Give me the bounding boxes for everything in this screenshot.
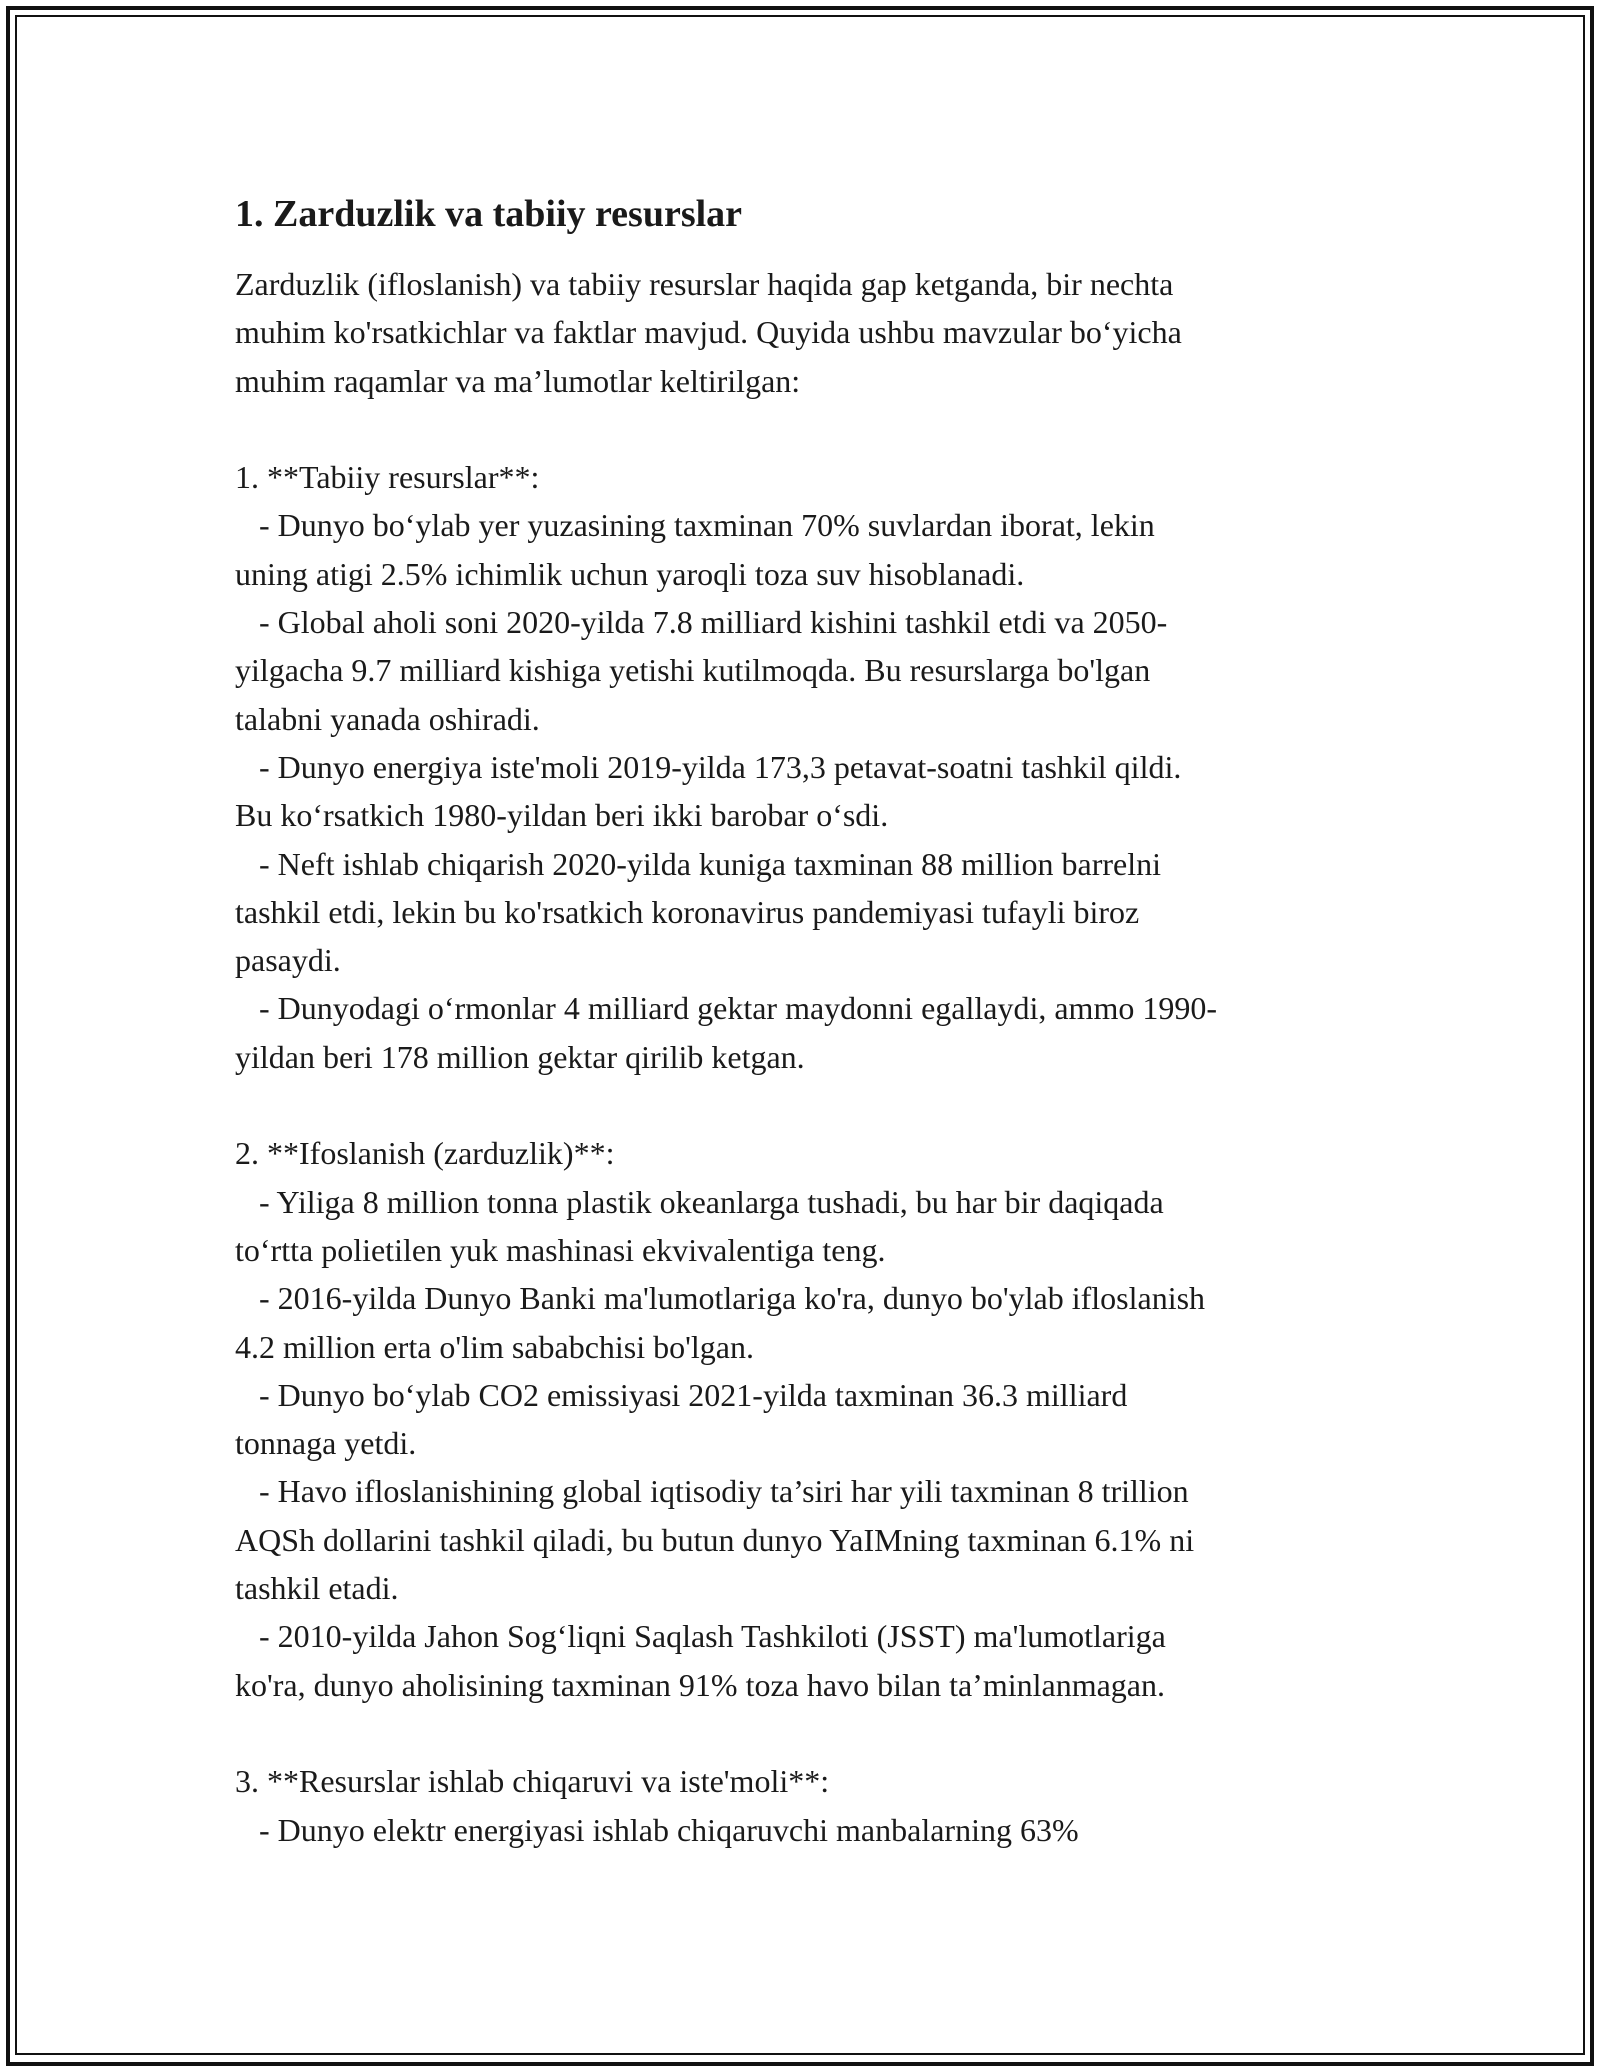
text-line: 2. **Ifoslanish (zarduzlik)**: — [235, 1135, 615, 1172]
text-line: - 2016-yilda Dunyo Banki ma'lumotlariga ko'ra, dunyo bo'ylab ifloslanish — [235, 1280, 1206, 1317]
text-line: muhim ko'rsatkichlar va faktlar mavjud. Quyida ushbu mavzular bo‘yicha — [235, 314, 1182, 351]
text-line: - Dunyodagi o‘rmonlar 4 milliard gektar maydonni egallaydi, ammo 1990- — [235, 990, 1217, 1027]
text-line: tonnaga yetdi. — [235, 1425, 417, 1462]
text-line: - Dunyo energiya iste'moli 2019-yilda 173,3 petavat-soatni tashkil qildi. — [235, 748, 1182, 785]
text-line: Bu ko‘rsatkich 1980-yildan beri ikki barobar o‘sdi. — [235, 797, 889, 834]
text-line: pasaydi. — [235, 942, 341, 979]
text-line: AQSh dollarini tashkil qiladi, bu butun dunyo YaIMning taxminan 6.1% ni — [235, 1521, 1195, 1558]
document-body — [235, 190, 1385, 1854]
text-line: - 2010-yilda Jahon Sog‘liqni Saqlash Tashkiloti (JSST) ma'lumotlariga — [235, 1618, 1166, 1655]
text-line: - Yiliga 8 million tonna plastik okeanlarga tushadi, bu har bir daqiqada — [235, 1183, 1164, 1220]
text-line: to‘rtta polietilen yuk mashinasi ekvivalentiga teng. — [235, 1231, 886, 1268]
text-line: 4.2 million erta o'lim sababchisi bo'lgan. — [235, 1328, 754, 1365]
text-line: - Dunyo bo‘ylab yer yuzasining taxminan 70% suvlardan iborat, lekin — [235, 507, 1155, 544]
text-line: muhim raqamlar va ma’lumotlar keltirilgan: — [235, 362, 801, 399]
text-line: tashkil etadi. — [235, 1570, 399, 1607]
text-line: yilgacha 9.7 milliard kishiga yetishi kutilmoqda. Bu resurslarga bo'lgan — [235, 652, 1151, 689]
text-line — [235, 405, 1385, 453]
text-line: - Global aholi soni 2020-yilda 7.8 milliard kishini tashkil etdi va 2050- — [235, 604, 1168, 641]
text-line — [235, 1081, 1385, 1129]
text-line: talabni yanada oshiradi. — [235, 700, 540, 737]
text-line: 1. **Tabiiy resurslar**: — [235, 459, 540, 496]
text-line: uning atigi 2.5% ichimlik uchun yaroqli toza suv hisoblanadi. — [235, 555, 1025, 592]
text-line: tashkil etdi, lekin bu ko'rsatkich koronavirus pandemiyasi tufayli biroz — [235, 893, 1140, 930]
text-line — [235, 1709, 1385, 1757]
document-heading: 1. Zarduzlik va tabiiy resurslar — [235, 193, 743, 235]
text-line: - Dunyo elektr energiyasi ishlab chiqaruvchi manbalarning 63% — [235, 1811, 1079, 1848]
document-text — [235, 260, 1385, 1854]
text-line: - Havo ifloslanishining global iqtisodiy ta’siri har yili taxminan 8 trillion — [235, 1473, 1189, 1510]
text-line: yildan beri 178 million gektar qirilib ketgan. — [235, 1038, 805, 1075]
text-line: - Dunyo bo‘ylab CO2 emissiyasi 2021-yilda taxminan 36.3 milliard — [235, 1376, 1128, 1413]
text-line: 3. **Resurslar ishlab chiqaruvi va iste'moli**: — [235, 1763, 830, 1800]
text-line: Zarduzlik (ifloslanish) va tabiiy resurslar haqida gap ketganda, bir nechta — [235, 266, 1174, 302]
text-line: - Neft ishlab chiqarish 2020-yilda kuniga taxminan 88 million barrelni — [235, 845, 1162, 882]
text-line: ko'ra, dunyo aholisining taxminan 91% toza havo bilan ta’minlanmagan. — [235, 1666, 1165, 1703]
